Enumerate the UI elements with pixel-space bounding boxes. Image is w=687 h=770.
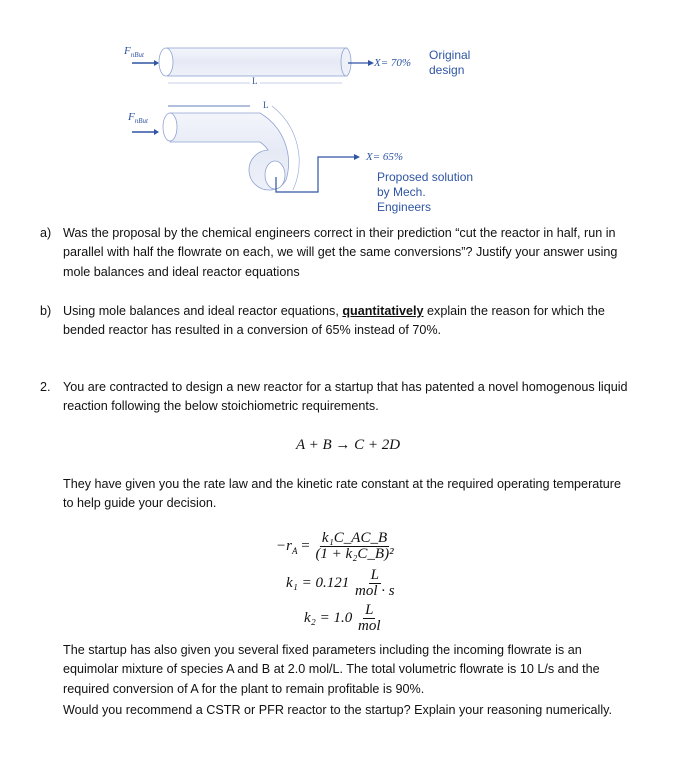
rate-law: $-r_A$ = $\frac{\text{k₁C\_AC\_B}}{\text{(1 + k₂C\_B)²}}$ <box>276 530 394 562</box>
question-b-text: Using mole balances and ideal reactor equations, quantitatively explain the reason for which the bended reactor has resulted in a conversion of 65% instead of 70%. <box>63 304 605 338</box>
proposed-label-line: by Mech. <box>377 185 426 199</box>
original-label-line: Original <box>429 48 471 62</box>
k2-numerator: L <box>365 602 374 618</box>
rate-intro: They have given you the rate law and the kinetic rate constant at the required operating temperature to help guide your decision. <box>63 477 621 511</box>
proposed-label-line: Engineers <box>377 200 432 214</box>
question-2-intro: You are contracted to design a new reactor for a startup that has patented a novel homogenous liquid reaction following the below stoichiometric requirements. <box>63 380 628 414</box>
k1-numerator: L <box>370 567 379 583</box>
rate-fraction <box>313 531 395 562</box>
reaction-equation: A + B → C + 2D <box>296 437 401 453</box>
length-label-bottom: L <box>263 100 269 110</box>
proposed-solution-label <box>377 170 473 215</box>
rate-denominator: (1 + k₂C_B)² <box>315 546 394 562</box>
reactor-diagram <box>110 30 490 220</box>
question-a-marker: a) <box>40 226 52 240</box>
k1-lhs: k₁ = 0.121 <box>286 574 350 591</box>
feed-label-top: $F_{nBut}$ <box>124 45 144 60</box>
question-b-marker: b) <box>40 304 52 318</box>
conversion-proposed: X= 65% <box>366 151 404 163</box>
rate-lhs: −r <box>276 537 292 554</box>
final-question: Would you recommend a CSTR or PFR reactor to the startup? Explain your reasoning numerically. <box>63 703 613 717</box>
question-a-text: Was the proposal by the chemical engineers correct in their prediction “cut the reactor in half, run in parallel with half the flowrate on each, we will get the same conversions”? Justify your answer using mole balances and ideal reactor equations <box>63 226 618 279</box>
original-label-line: design <box>429 63 465 77</box>
proposed-label-line: Proposed solution <box>377 170 474 184</box>
length-label-top: L <box>252 76 258 86</box>
k2-lhs: k₂ = 1.0 <box>304 609 353 626</box>
question-2-marker: 2. <box>40 380 51 394</box>
k1-denominator: mol · s <box>355 583 395 599</box>
k2-denominator: mol <box>358 618 381 634</box>
conversion-original: X= 70% <box>374 57 412 69</box>
k1-equation <box>286 568 397 599</box>
rate-lhs-subscript: A <box>291 545 298 556</box>
rate-numerator: k₁C_AC_B <box>321 530 388 546</box>
k2-equation <box>304 603 383 634</box>
original-design-label <box>429 48 470 78</box>
feed-label-bottom: $F_{nBut}$ <box>128 111 148 126</box>
given-parameters: The startup has also given you several fixed parameters including the incoming flowrate is an equimolar mixture of species A and B at 2.0 mol/L. The total volumetric flowrate is 10 L/s and the required conversion of A for the plant to remain profitable is 90%. <box>63 643 600 696</box>
emphasis-quantitatively: quantitatively <box>342 304 424 318</box>
